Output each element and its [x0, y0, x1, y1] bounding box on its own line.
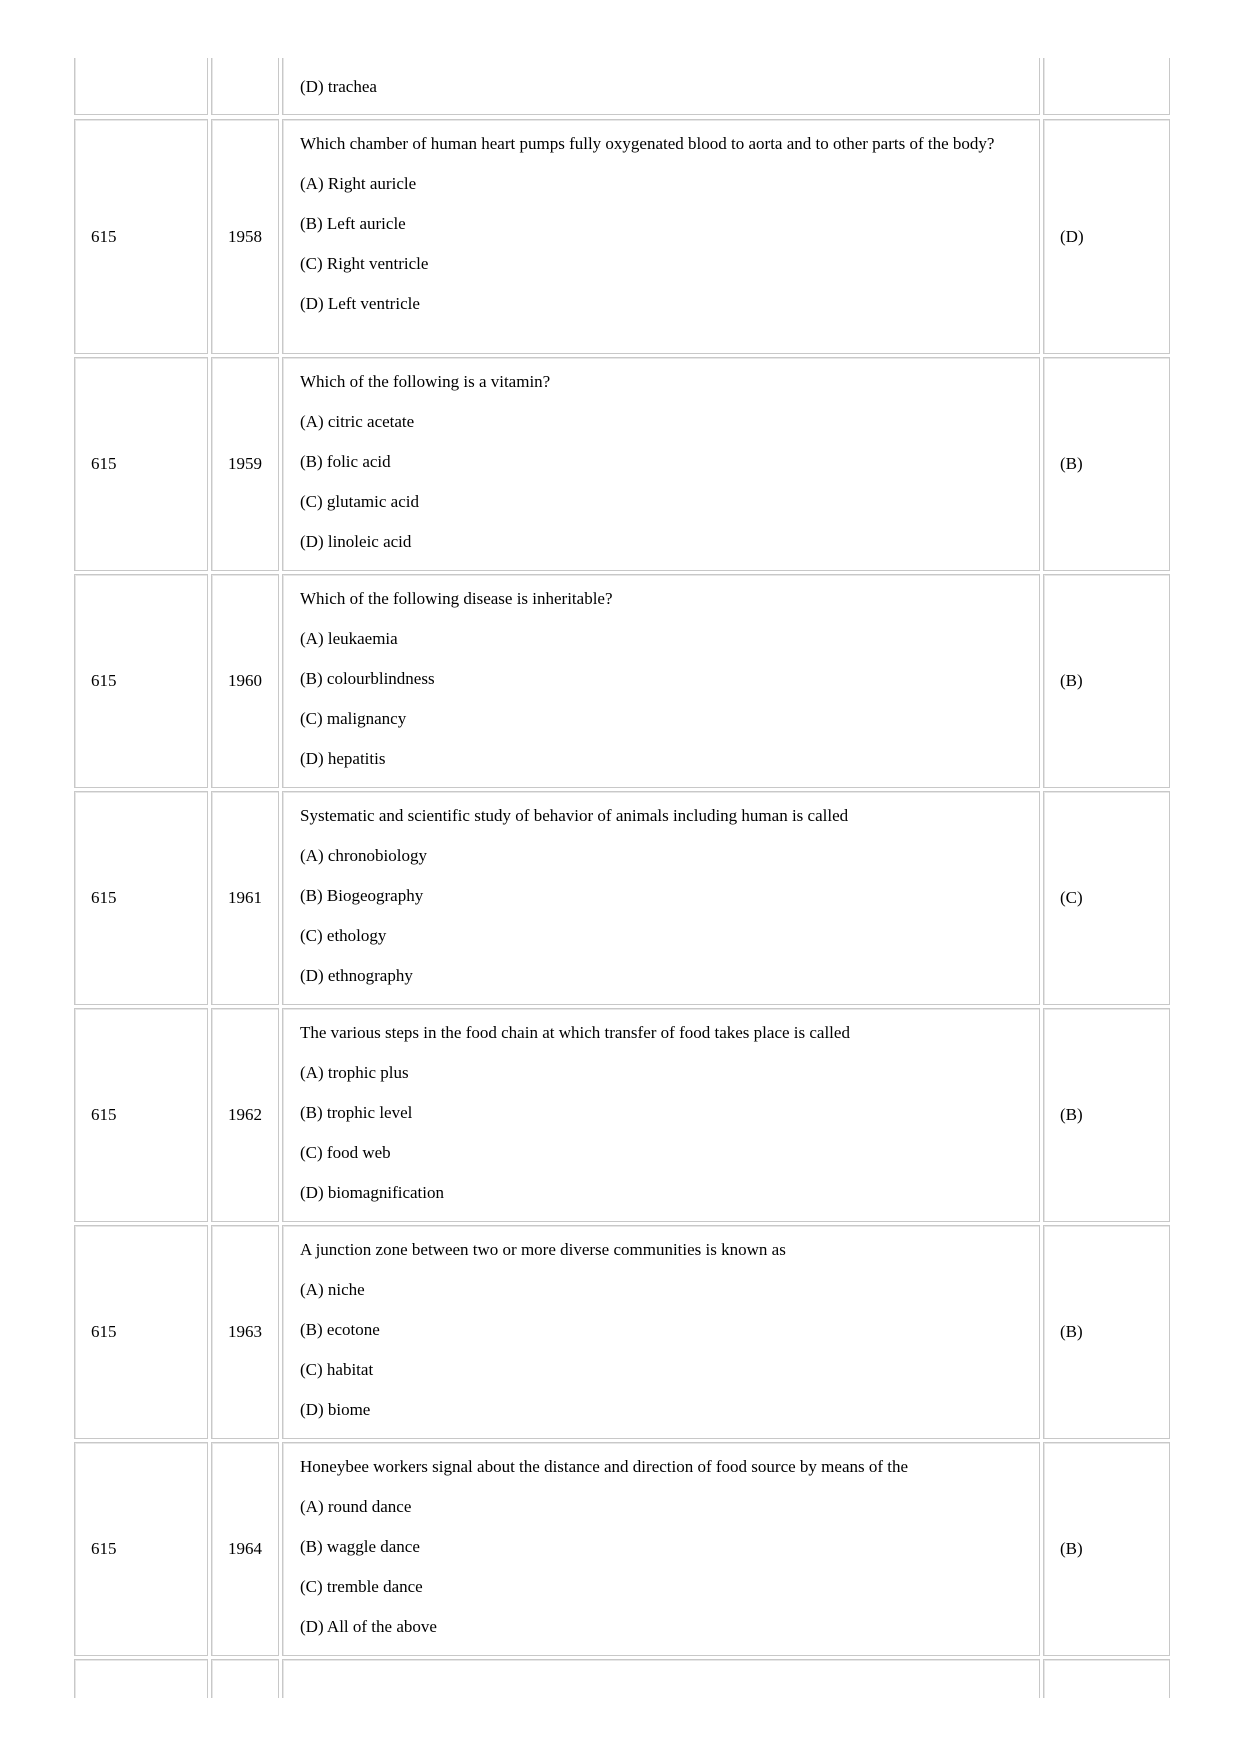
answer-cell: (B): [1043, 357, 1170, 571]
qno-cell: [211, 58, 279, 115]
table-row: [74, 574, 1170, 788]
table-row: [74, 119, 1170, 354]
option-b: (B) folic acid: [300, 452, 391, 471]
option-b: (B) waggle dance: [300, 1537, 420, 1556]
question-text: Which chamber of human heart pumps fully oxygenated blood to aorta and to other parts of the body?: [300, 134, 995, 153]
option-b: (B) Left auricle: [300, 214, 406, 233]
option-c: (C) ethology: [300, 926, 387, 945]
code-cell: [74, 58, 208, 115]
option-d: (D) hepatitis: [300, 749, 386, 768]
question-text: A junction zone between two or more diverse communities is known as: [300, 1240, 786, 1259]
table-row: [74, 357, 1170, 571]
option-c: (C) Right ventricle: [300, 254, 429, 273]
qno-cell: 1964: [211, 1442, 279, 1656]
question-text: Systematic and scientific study of behavior of animals including human is called: [300, 806, 849, 825]
option-c: (C) habitat: [300, 1360, 374, 1379]
option-b: (B) Biogeography: [300, 886, 424, 905]
table-row-partial-top: [74, 58, 1170, 115]
question-cell: [282, 119, 1040, 354]
option-c: (C) food web: [300, 1143, 391, 1162]
qno-cell: 1961: [211, 791, 279, 1005]
option-d: (D) trachea: [300, 76, 377, 96]
option-a: (A) niche: [300, 1280, 365, 1299]
code-cell: 615: [74, 791, 208, 1005]
code-cell: 615: [74, 1225, 208, 1439]
question-cell: [282, 1659, 1040, 1698]
table-row: [74, 791, 1170, 1005]
answer-cell: (B): [1043, 1442, 1170, 1656]
question-cell: [282, 1225, 1040, 1439]
option-a: (A) citric acetate: [300, 412, 415, 431]
option-c: (C) tremble dance: [300, 1577, 423, 1596]
answer-cell: [1043, 58, 1170, 115]
option-d: (D) ethnography: [300, 966, 413, 985]
qno-cell: 1962: [211, 1008, 279, 1222]
qno-cell: 1958: [211, 119, 279, 354]
table-row: [74, 1225, 1170, 1439]
question-text: Which of the following is a vitamin?: [300, 372, 551, 391]
code-cell: 615: [74, 119, 208, 354]
table-row-partial-bottom: [74, 1659, 1170, 1698]
question-cell: [282, 357, 1040, 571]
option-d: (D) biome: [300, 1400, 371, 1419]
qno-cell: 1960: [211, 574, 279, 788]
answer-cell: (C): [1043, 791, 1170, 1005]
question-cell: [282, 58, 1040, 115]
option-a: (A) chronobiology: [300, 846, 428, 865]
option-d: (D) All of the above: [300, 1617, 437, 1636]
qno-cell: [211, 1659, 279, 1698]
answer-cell: (B): [1043, 574, 1170, 788]
option-a: (A) round dance: [300, 1497, 412, 1516]
code-cell: 615: [74, 1442, 208, 1656]
option-c: (C) malignancy: [300, 709, 407, 728]
option-b: (B) ecotone: [300, 1320, 380, 1339]
table-row: [74, 1008, 1170, 1222]
answer-cell: [1043, 1659, 1170, 1698]
option-a: (A) Right auricle: [300, 174, 417, 193]
option-c: (C) glutamic acid: [300, 492, 419, 511]
option-d: (D) Left ventricle: [300, 294, 420, 313]
question-text: Honeybee workers signal about the distance and direction of food source by means of the: [300, 1457, 909, 1476]
question-cell: [282, 574, 1040, 788]
question-text: The various steps in the food chain at which transfer of food takes place is called: [300, 1023, 850, 1042]
code-cell: 615: [74, 1008, 208, 1222]
qno-cell: 1959: [211, 357, 279, 571]
answer-cell: (B): [1043, 1225, 1170, 1439]
option-a: (A) leukaemia: [300, 629, 398, 648]
option-b: (B) colourblindness: [300, 669, 435, 688]
question-cell: [282, 791, 1040, 1005]
question-cell: [282, 1442, 1040, 1656]
question-table: [74, 58, 1170, 1698]
qno-cell: 1963: [211, 1225, 279, 1439]
option-b: (B) trophic level: [300, 1103, 413, 1122]
table-row: [74, 1442, 1170, 1656]
code-cell: [74, 1659, 208, 1698]
option-d: (D) linoleic acid: [300, 532, 412, 551]
question-cell: [282, 1008, 1040, 1222]
answer-cell: (D): [1043, 119, 1170, 354]
option-d: (D) biomagnification: [300, 1183, 444, 1202]
answer-cell: (B): [1043, 1008, 1170, 1222]
question-text: Which of the following disease is inheritable?: [300, 589, 613, 608]
option-a: (A) trophic plus: [300, 1063, 409, 1082]
code-cell: 615: [74, 357, 208, 571]
code-cell: 615: [74, 574, 208, 788]
